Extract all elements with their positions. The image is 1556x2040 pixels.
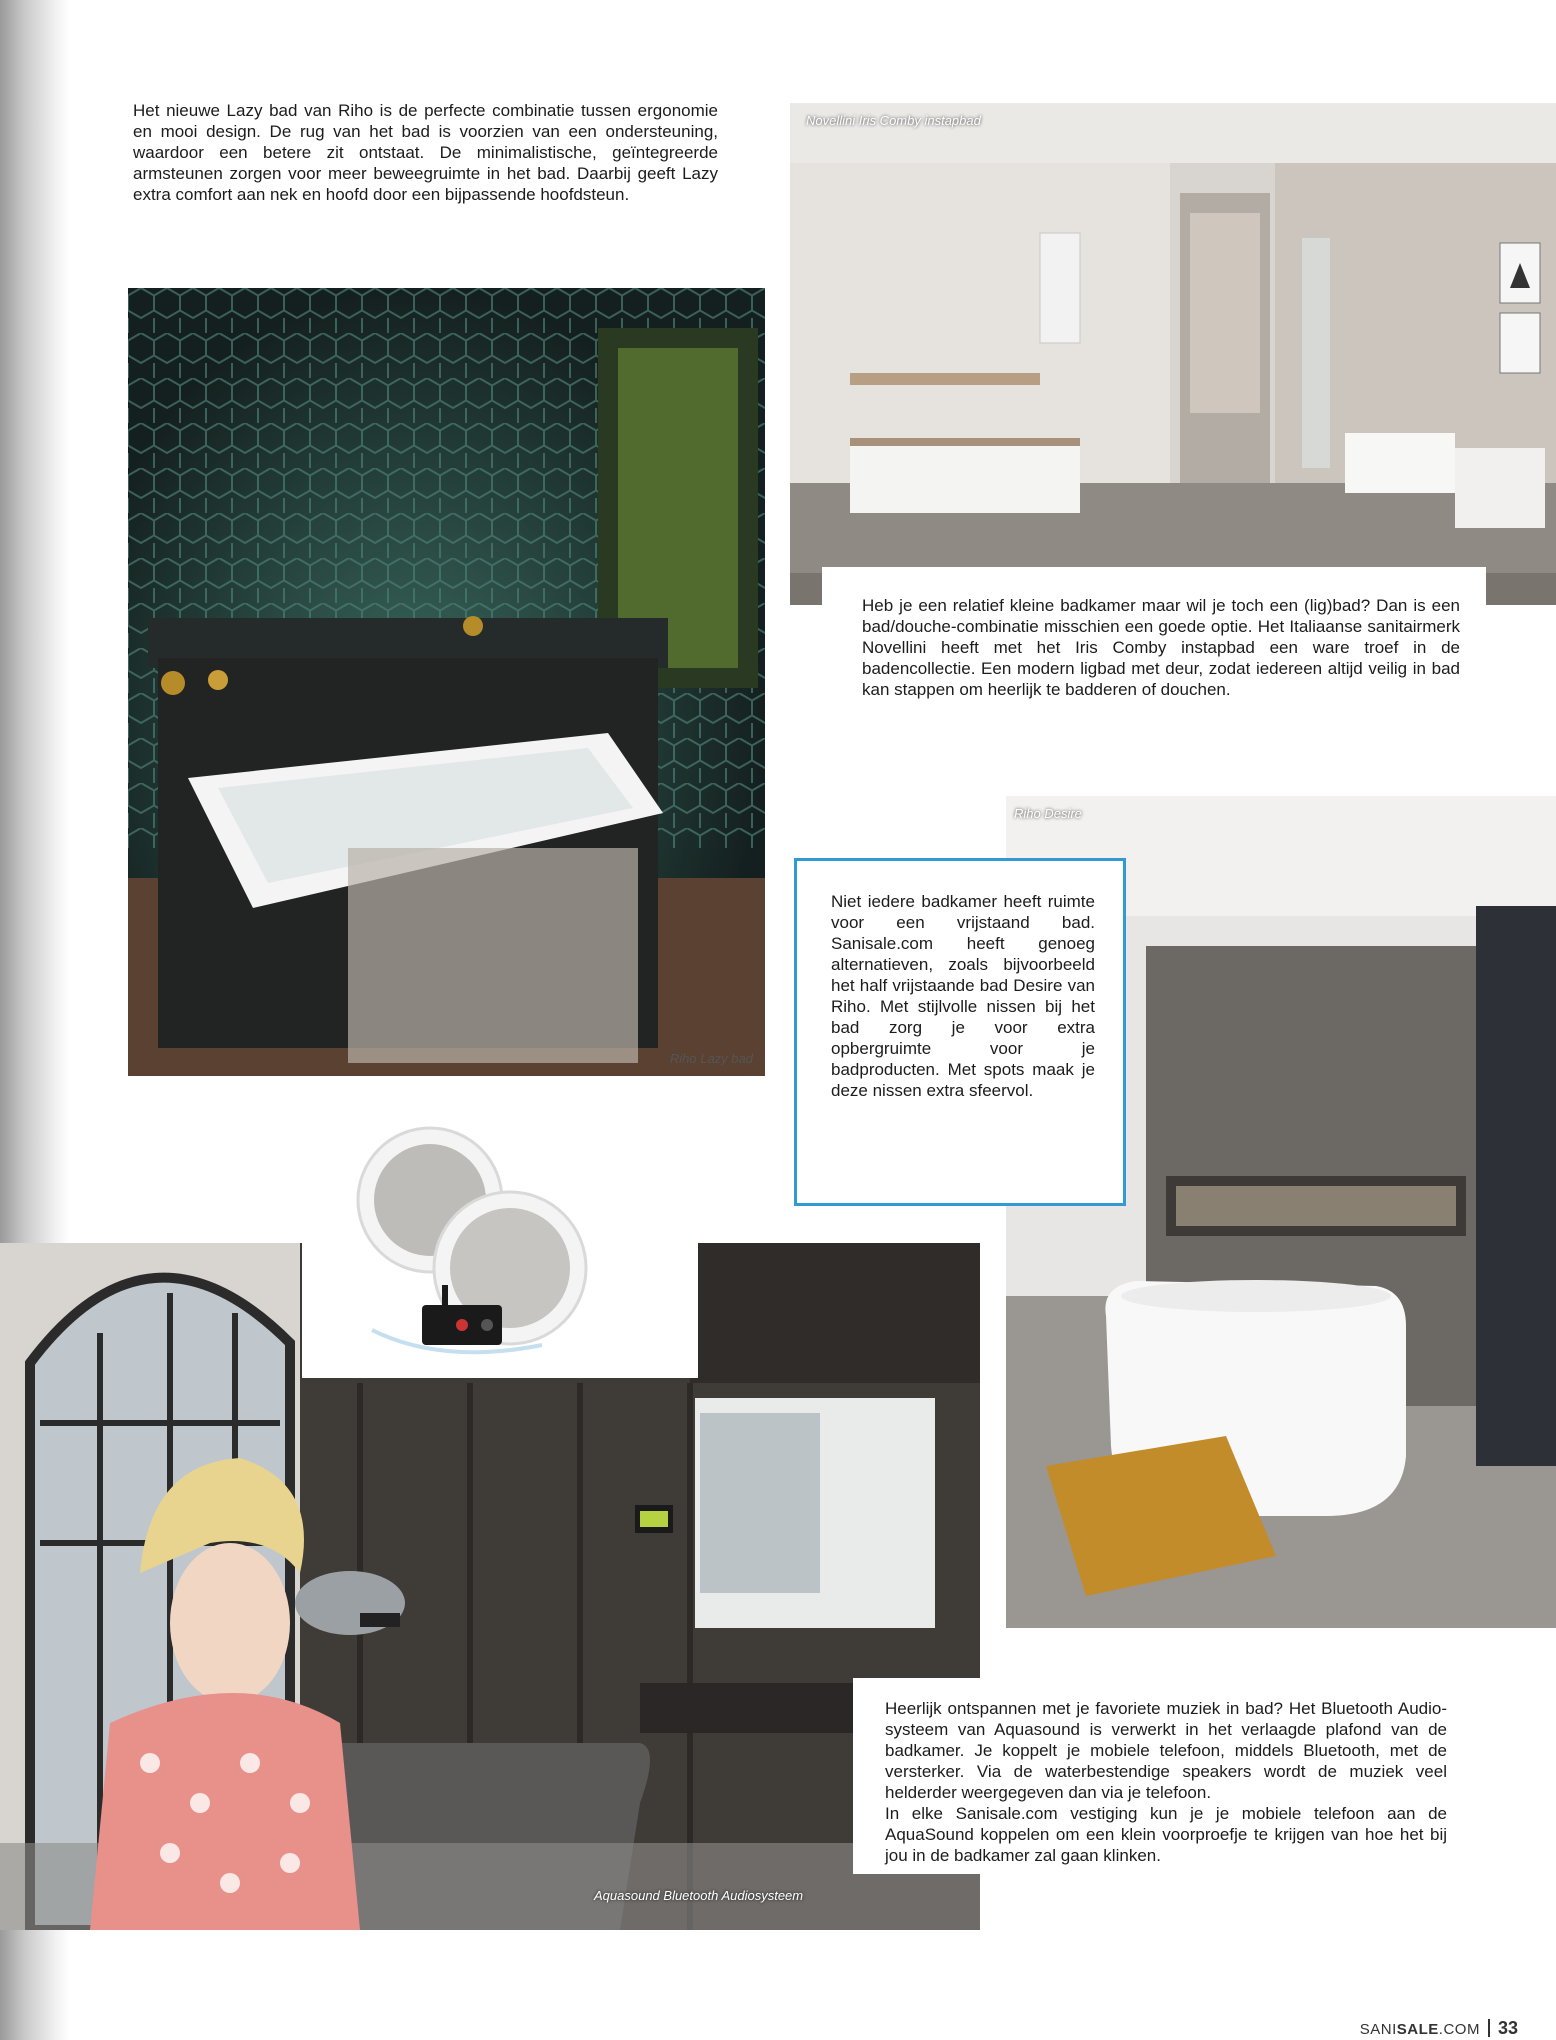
aquasound-caption: Aquasound Bluetooth Audiosysteem: [594, 1888, 804, 1903]
novellini-caption: Novellini Iris Comby instapbad: [806, 113, 981, 128]
intro-paragraph: Het nieuwe Lazy bad van Riho is de perfecte combinatie tussen ergonomie en mooi design. De rug van het bad is voorzien van een ondersteuning, waardoor een betere zit ontstaat. De minimalistische, geïntegreerde armsteunen zorgen voor meer beweegruimte in het bad. Daarbij geeft Lazy extra comfort aan nek en hoofd door een bijpassende hoofdsteun.: [133, 101, 718, 204]
riho-lazy-photo: [128, 288, 765, 1076]
novellini-paragraph: Heb je een relatief kleine badkamer maar wil je toch een (lig)bad? Dan is een bad/douche-combinatie misschien een goede optie. Het Italiaanse sanitairmerk Novellini heeft met het Iris Comby instapbad een ware troef in de badencollectie. Een modern ligbad met deur, zodat iedereen altijd veilig in bad kan stappen om heerlijk te badderen of douchen.: [822, 567, 1486, 708]
riho-lazy-caption: Riho Lazy bad: [669, 1051, 753, 1066]
aquasound-paragraph: Heerlijk ontspannen met je favoriete muziek in bad? Het Bluetooth Audio-systeem van Aquasound is verwerkt in het verlaagde plafond van de badkamer. Je koppelt je mobiele telefoon, middels Bluetooth, met de versterker. Via de waterbestendige speakers wordt de muziek veel helderder weergegeven dan via je telefoon. In elke Sanisale.com vestiging kun je je mobiele telefoon aan de AquaSound koppelen om een klein voorproefje te krijgen van hoe het bij jou in de badkamer zal gaan klinken.: [853, 1678, 1465, 1874]
desire-callout-box: [794, 858, 1126, 1206]
riho-desire-caption: Riho Desire: [1014, 806, 1082, 821]
speaker-inset-photo: [302, 1090, 698, 1378]
footer-brand: SANISALE.COM: [1359, 2021, 1480, 2038]
novellini-photo: [790, 103, 1556, 605]
page-number: 33: [1497, 2018, 1518, 2038]
speaker-icon: [302, 1090, 698, 1378]
desire-callout-text: Niet iedere badkamer heeft ruimte voor een vrijstaand bad. Sanisale.com heeft genoeg alternatieven, zoals bijvoorbeeld het half vrijstaande bad Desire van Riho. Met stijlvolle nissen bij het bad zorg je voor extra opbergruimte voor je badproducten. Met spots maak je deze nissen extra sfeervol.: [831, 892, 1095, 1100]
page-footer: [1360, 2018, 1518, 2039]
